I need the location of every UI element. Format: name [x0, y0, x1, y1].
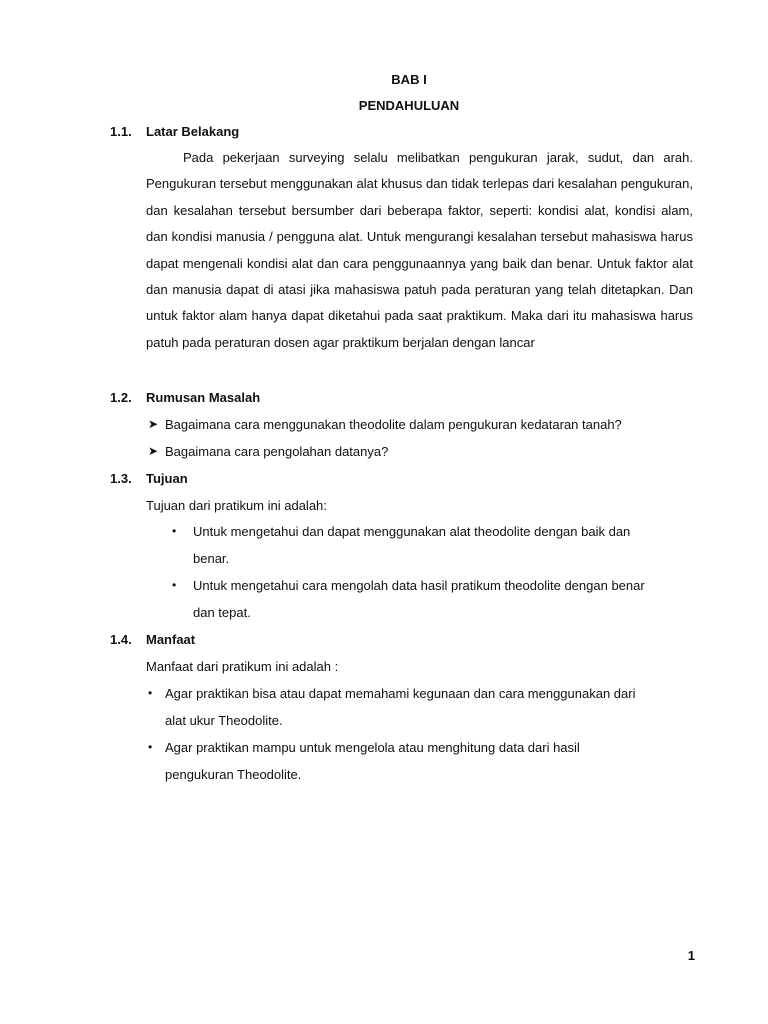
page-number: 1: [687, 948, 695, 963]
chapter-title: PENDAHULUAN: [358, 98, 460, 113]
section-number: 1.2.: [110, 390, 132, 405]
section-title: Latar Belakang: [146, 124, 240, 139]
section-number: 1.3.: [110, 471, 132, 486]
tujuan-intro: Tujuan dari pratikum ini adalah:: [146, 498, 327, 513]
manfaat-item-line: pengukuran Theodolite.: [165, 767, 302, 782]
manfaat-intro: Manfaat dari pratikum ini adalah :: [146, 659, 339, 674]
rumusan-item: Bagaimana cara menggunakan theodolite dalam pengukuran kedataran tanah?: [165, 417, 622, 432]
latar-belakang-paragraph: [146, 145, 693, 356]
tujuan-item-line: benar.: [193, 551, 230, 566]
manfaat-item-line: Agar praktikan bisa atau dapat memahami kegunaan dan cara menggunakan dari: [165, 686, 636, 701]
rumusan-item: Bagaimana cara pengolahan datanya?: [165, 444, 389, 459]
manfaat-item-line: Agar praktikan mampu untuk mengelola atau menghitung data dari hasil: [165, 740, 580, 755]
tujuan-item-line: Untuk mengetahui cara mengolah data hasil pratikum theodolite dengan benar: [193, 578, 645, 593]
chapter-label: BAB I: [391, 72, 427, 87]
arrow-bullet-icon: ➤: [148, 417, 159, 431]
section-number: 1.1.: [110, 124, 132, 139]
latar-belakang-text: Pada pekerjaan surveying selalu melibatkan pengukuran jarak, sudut, dan arah. Pengukuran tersebut menggunakan alat khusus dan tidak terlepas dari kesalahan pengukuran, dan kesalahan tersebut bersumber dari beberapa faktor, seperti: kondisi alat, kondisi alam, dan kondisi manusia / pengguna alat. Untuk mengurangi kesalahan tersebut mahasiswa harus dapat mengenali kondisi alat dan cara penggunaannya yang baik dan benar. Untuk faktor alat dan manusia dapat di atasi jika mahasiswa patuh pada peraturan yang telah ditetapkan. Dan untuk faktor alam hanya dapat diketahui pada saat praktikum. Maka dari itu mahasiswa harus patuh pada peraturan dosen agar praktikum berjalan dengan lancar: [146, 150, 693, 350]
section-title: Rumusan Masalah: [146, 390, 261, 405]
tujuan-item-line: dan tepat.: [193, 605, 251, 620]
section-heading-manfaat: [110, 632, 195, 647]
section-heading-tujuan: [110, 471, 188, 486]
section-title: Tujuan: [146, 471, 188, 486]
arrow-bullet-icon: ➤: [148, 444, 159, 458]
bullet-icon: •: [148, 686, 153, 700]
section-heading-latar-belakang: [110, 124, 239, 139]
tujuan-item-line: Untuk mengetahui dan dapat menggunakan alat theodolite dengan baik dan: [193, 524, 631, 539]
bullet-icon: •: [172, 524, 177, 538]
section-heading-rumusan-masalah: [110, 390, 260, 405]
section-title: Manfaat: [146, 632, 196, 647]
section-number: 1.4.: [110, 632, 132, 647]
bullet-icon: •: [172, 578, 177, 592]
bullet-icon: •: [148, 740, 153, 754]
manfaat-item-line: alat ukur Theodolite.: [165, 713, 283, 728]
